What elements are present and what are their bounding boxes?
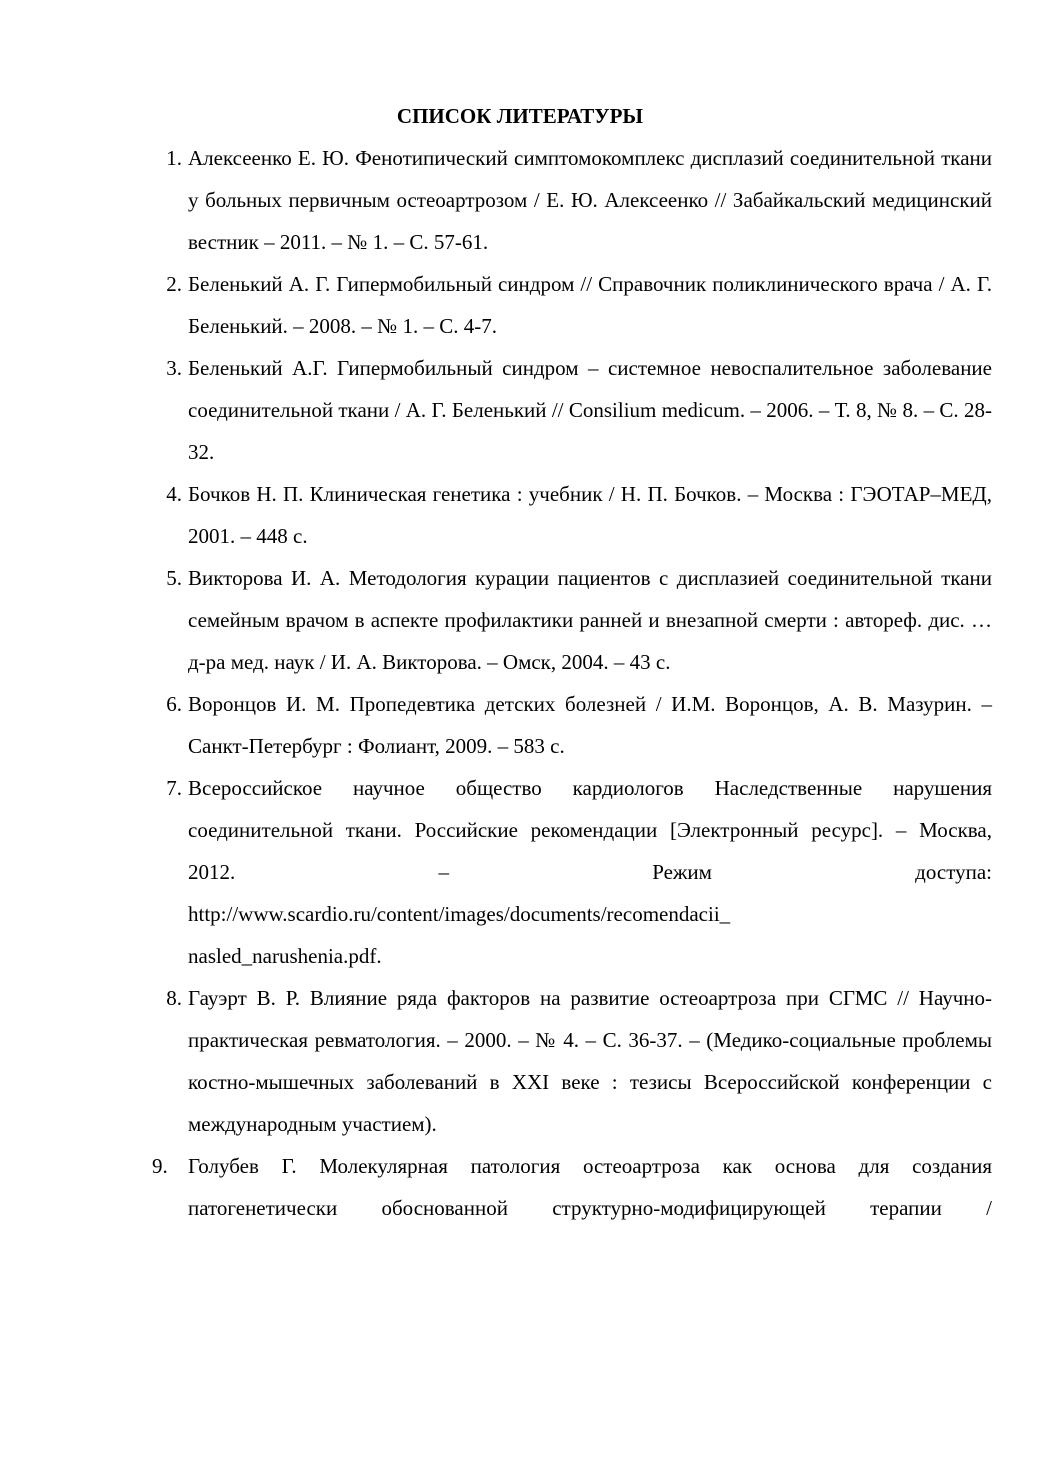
reference-item — [166, 473, 992, 557]
reference-text: Всероссийское научное общество кардиологов Наследственные нарушения соединительной ткани. Российские рекомендации [Электронный ресурс]. – Москва, 2012. – Режим доступа: — [188, 776, 992, 884]
reference-text: Викторова И. А. Методология курации пациентов с дисплазией соединительной ткани семейным врачом в аспекте профилактики ранней и внезапной смерти : автореф. дис. … д-ра мед. наук / И. А. Викторова. – Омск, 2004. – 43 с. — [188, 566, 992, 674]
reference-url-continued: nasled_narushenia.pdf. — [188, 944, 382, 968]
reference-item — [166, 977, 992, 1145]
reference-item — [166, 263, 992, 347]
reference-item — [166, 683, 992, 767]
reference-number: 2. — [166, 272, 182, 296]
reference-list — [152, 137, 992, 1229]
reference-number: 3. — [166, 356, 182, 380]
reference-number: 5. — [166, 566, 182, 590]
reference-item — [166, 347, 992, 473]
reference-item — [166, 767, 992, 977]
reference-number: 7. — [166, 776, 182, 800]
reference-text: Воронцов И. М. Пропедевтика детских болезней / И.М. Воронцов, А. В. Мазурин. – Санкт-Петербург : Фолиант, 2009. – 583 с. — [188, 692, 992, 758]
reference-text: Беленький А.Г. Гипермобильный синдром – системное невоспалительное заболевание соединительной ткани / А. Г. Беленький // Consilium medicum. – 2006. – Т. 8, № 8. – С. 28-32. — [188, 356, 992, 464]
reference-item — [166, 137, 992, 263]
reference-number: 1. — [166, 146, 182, 170]
reference-number: 8. — [166, 986, 182, 1010]
reference-number: 9. — [152, 1154, 168, 1178]
reference-url: http://www.scardio.ru/content/images/documents/recomendacii_ — [188, 902, 731, 926]
reference-text: Бочков Н. П. Клиническая генетика : учебник / Н. П. Бочков. – Москва : ГЭОТАР–МЕД, 2001. – 448 с. — [188, 482, 992, 548]
reference-text: Голубев Г. Молекулярная патология остеоартроза как основа для создания патогенетически обоснованной структурно-модифицирующей терапии / — [188, 1154, 992, 1220]
reference-text: Беленький А. Г. Гипермобильный синдром // Справочник поликлинического врача / А. Г. Беленький. – 2008. – № 1. – С. 4-7. — [188, 272, 992, 338]
reference-text: Гауэрт В. Р. Влияние ряда факторов на развитие остеоартроза при СГМС // Научно-практическая ревматология. – 2000. – № 4. – С. 36-37. – (Медико-социальные проблемы костно-мышечных заболеваний в XXI веке : тезисы Всероссийской конференции с международным участием). — [188, 986, 992, 1136]
reference-text: Алексеенко Е. Ю. Фенотипический симптомокомплекс дисплазий соединительной ткани у больных первичным остеоартрозом / Е. Ю. Алексеенко // Забайкальский медицинский вестник – 2011. – № 1. – С. 57-61. — [188, 146, 992, 254]
page-title: СПИСОК ЛИТЕРАТУРЫ — [396, 104, 644, 128]
reference-item — [152, 1145, 992, 1229]
reference-number: 4. — [166, 482, 182, 506]
reference-number: 6. — [166, 692, 182, 716]
reference-item — [166, 557, 992, 683]
